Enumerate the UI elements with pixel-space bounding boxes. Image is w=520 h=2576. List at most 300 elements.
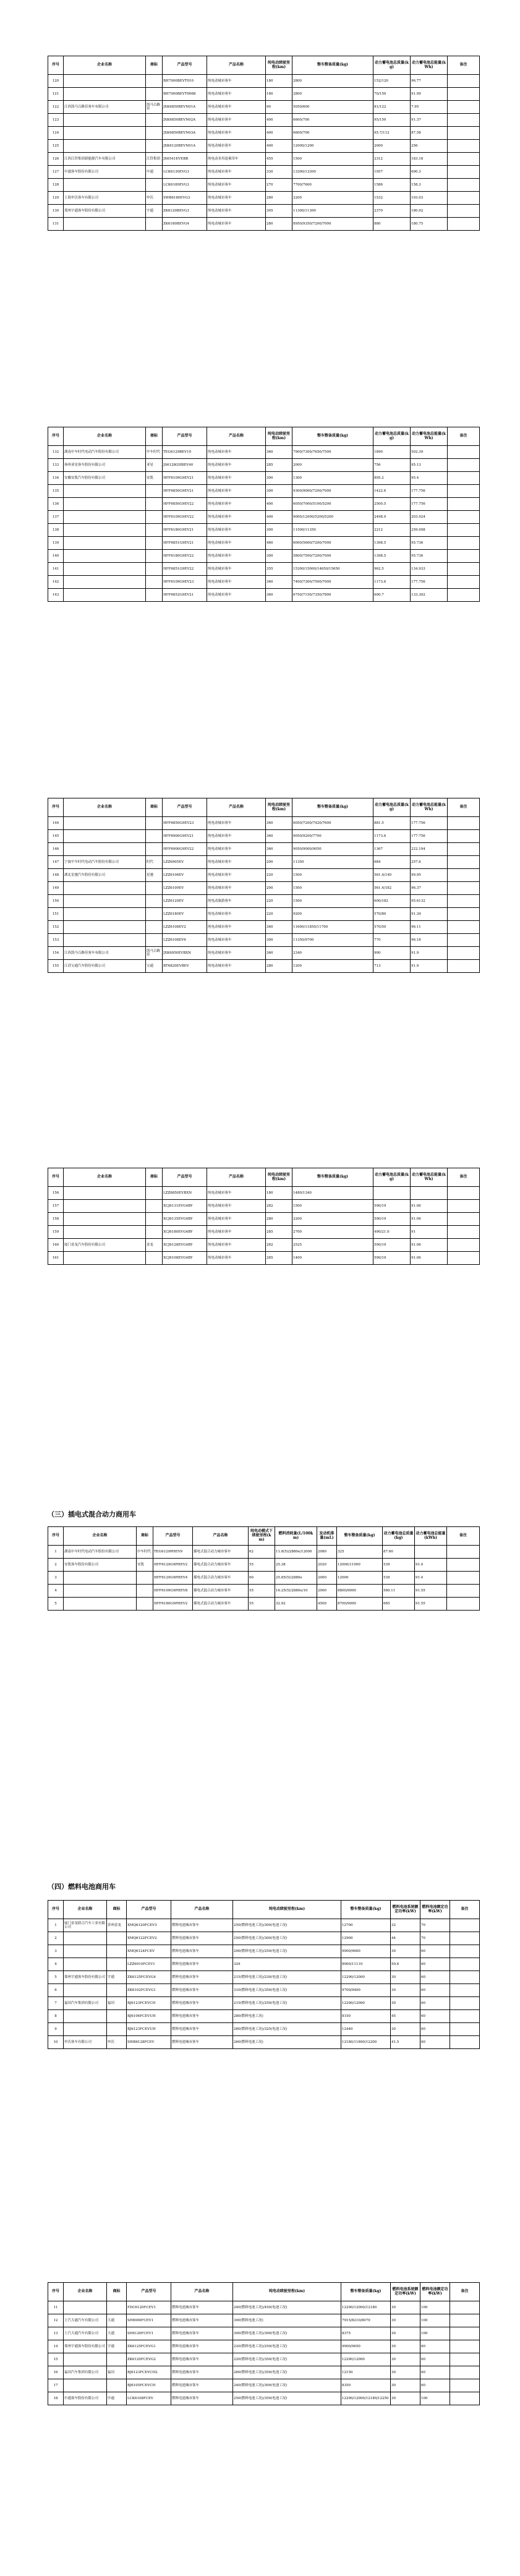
table-cell bbox=[64, 843, 146, 856]
table-cell: 6050/7200/7420/7600 bbox=[292, 817, 373, 830]
column-header: 燃料电池系统额定功率(kW) bbox=[391, 1901, 420, 1919]
table-cell bbox=[64, 498, 146, 511]
table-cell: LZZ6108EV6 bbox=[163, 934, 207, 947]
table-cell: 95.6132 bbox=[411, 895, 448, 908]
table-block-3 bbox=[48, 798, 479, 973]
table-cell bbox=[64, 1932, 107, 1945]
table-cell: 1500 bbox=[292, 882, 373, 895]
table-cell bbox=[146, 1213, 163, 1226]
table-cell: 590/19 bbox=[373, 1213, 411, 1226]
table-cell: 5 bbox=[48, 1971, 64, 1984]
table-cell: 87.60 bbox=[383, 1546, 415, 1559]
table-cell: 87.58 bbox=[411, 127, 448, 140]
table-cell: 148 bbox=[48, 869, 64, 882]
table-cell: BT6820EVBEV bbox=[163, 960, 207, 973]
table-cell: ZK6120FCEVG2 bbox=[127, 2353, 171, 2366]
table-cell: 1480/1340 bbox=[292, 1187, 373, 1200]
table-cell: BJ6123FCEVCH bbox=[127, 1997, 171, 2010]
table-cell: 11 bbox=[48, 2301, 64, 2314]
table-cell bbox=[64, 537, 146, 550]
table-cell bbox=[448, 817, 480, 830]
table-cell: 30 bbox=[391, 2366, 420, 2379]
table-cell: 燃料电池城市客车 bbox=[171, 2340, 233, 2353]
column-header: 序号 bbox=[48, 1527, 64, 1546]
table-cell: 纯电动城市客车 bbox=[207, 934, 266, 947]
table-cell bbox=[64, 511, 146, 524]
table-cell: 9050/9200/7700 bbox=[292, 830, 373, 843]
table-row bbox=[48, 2353, 480, 2366]
table-cell: LZZ6905EV bbox=[163, 856, 207, 869]
column-header: 产品型号 bbox=[163, 56, 207, 75]
table-cell: 12290/12000 bbox=[341, 1997, 391, 2010]
table-cell: 200 bbox=[266, 882, 292, 895]
table-cell: 147 bbox=[48, 856, 64, 869]
table-cell: 60 bbox=[420, 1945, 450, 1958]
table-cell: 60 bbox=[420, 2340, 450, 2353]
table-cell: 12900 bbox=[341, 1932, 391, 1945]
table-cell: 凯马百路佳 bbox=[146, 101, 163, 114]
table-cell: 1367 bbox=[373, 843, 411, 856]
table-cell bbox=[64, 2379, 107, 2392]
table-cell: 91.9 bbox=[411, 947, 448, 960]
table-row bbox=[48, 1997, 480, 2010]
table-cell bbox=[146, 1252, 163, 1265]
table-cell: 燃料电池城市客车 bbox=[171, 1997, 233, 2010]
table-cell: 纯电动城市客车 bbox=[207, 947, 266, 960]
table-cell: 329 bbox=[233, 1958, 341, 1971]
table-cell: 2000 bbox=[317, 1572, 337, 1585]
table-cell bbox=[146, 88, 163, 101]
table-cell bbox=[448, 524, 480, 537]
table-cell: 240(燃料电池工况)/300(电池工况) bbox=[233, 2379, 341, 2392]
table-cell: 70/150 bbox=[373, 88, 411, 101]
table-cell bbox=[448, 934, 480, 947]
table-cell: 11350/9700 bbox=[292, 934, 373, 947]
table-row bbox=[48, 1971, 480, 1984]
table-cell: 91.06 bbox=[411, 1200, 448, 1213]
table-cell: 1890 bbox=[373, 446, 411, 459]
column-header: 备注 bbox=[448, 56, 480, 75]
table-cell: 9050/9000/9050 bbox=[292, 843, 373, 856]
table-row bbox=[48, 127, 480, 140]
table-cell: 152/120 bbox=[373, 75, 411, 88]
table-cell: 宇通 bbox=[107, 1971, 127, 1984]
table-cell: 郑州宇通客车股份有限公司 bbox=[64, 2340, 107, 2353]
table-cell: 2000 bbox=[373, 140, 411, 153]
table-cell: 纯电动城市客车 bbox=[207, 921, 266, 934]
table-row bbox=[48, 537, 480, 550]
table-cell: 121 bbox=[48, 88, 64, 101]
table-cell: 62 bbox=[249, 1546, 275, 1559]
table-row bbox=[48, 472, 480, 485]
table-cell bbox=[448, 1213, 480, 1226]
table-cell bbox=[146, 140, 163, 153]
table-cell bbox=[448, 498, 480, 511]
table-cell: XCJ6180EVG4BY bbox=[163, 1226, 207, 1239]
column-header: 纯电动续驶里程(km) bbox=[266, 56, 292, 75]
table-cell: 134.933 bbox=[411, 563, 448, 576]
table-cell bbox=[64, 2010, 107, 2023]
table-cell: 282 bbox=[266, 1200, 292, 1213]
table-cell: BH7000BEVT0068 bbox=[163, 88, 207, 101]
table-cell: 燃料电池城市客车 bbox=[171, 1945, 233, 1958]
table-cell: 144 bbox=[48, 817, 64, 830]
table-cell bbox=[146, 1187, 163, 1200]
table-cell bbox=[64, 75, 146, 88]
table-header-row bbox=[48, 56, 480, 75]
table-cell bbox=[448, 960, 480, 973]
table-cell: 纯电动城市客车 bbox=[207, 524, 266, 537]
table-cell: 30 bbox=[391, 1945, 420, 1958]
table-cell: BH7000BEVT010 bbox=[163, 75, 207, 88]
table-cell: 燃料电池城市客车 bbox=[171, 2301, 233, 2314]
phev-bus-table bbox=[48, 1526, 480, 1611]
table-cell: JXK6850BEVN01A bbox=[163, 101, 207, 114]
table-cell bbox=[447, 1546, 480, 1559]
table-cell: 2200 bbox=[292, 192, 373, 205]
table-cell: 95.4 bbox=[411, 472, 448, 485]
table-cell: 133 bbox=[48, 459, 64, 472]
table-cell: 纯电动城市客车 bbox=[207, 869, 266, 882]
table-cell: 95.7/112 bbox=[373, 127, 411, 140]
table-header-row bbox=[48, 427, 480, 446]
table-cell bbox=[448, 537, 480, 550]
table-cell: 240(燃料电池工况)/450(电池工况) bbox=[233, 2301, 341, 2314]
table-cell: SWB6128FCEV bbox=[127, 2036, 171, 2049]
table-cell: 91.06 bbox=[411, 1213, 448, 1226]
table-cell: 96.77 bbox=[411, 75, 448, 88]
table-cell: 32 bbox=[391, 1919, 420, 1932]
column-header: 商标 bbox=[146, 56, 163, 75]
table-cell: 12180/11890/12200 bbox=[341, 2036, 391, 2049]
table-cell bbox=[64, 114, 146, 127]
table-cell bbox=[448, 830, 480, 843]
table-cell: 91.9 bbox=[411, 960, 448, 973]
table-cell: ZK6102FCEVG1 bbox=[127, 1984, 171, 1997]
table-row bbox=[48, 1239, 480, 1252]
table-cell: 燃料电池城市客车 bbox=[171, 2366, 233, 2379]
table-cell: 纯电动城市客车 bbox=[207, 1252, 266, 1265]
table-cell bbox=[64, 934, 146, 947]
table-cell: LZZ6108EV2 bbox=[163, 921, 207, 934]
table-cell: 福田 bbox=[107, 1997, 127, 2010]
table-cell: 539 bbox=[383, 1572, 415, 1585]
column-header: 动力蓄电池总能量(kWh) bbox=[411, 427, 448, 446]
table-cell: 1300 bbox=[292, 472, 373, 485]
table-cell: 2200 bbox=[292, 1213, 373, 1226]
table-cell: 120 bbox=[48, 75, 64, 88]
table-cell: 安凯 bbox=[137, 1559, 153, 1572]
table-cell bbox=[450, 1958, 480, 1971]
column-header: 企业名称 bbox=[64, 2283, 107, 2301]
table-row bbox=[48, 1226, 480, 1239]
table-row bbox=[48, 2036, 480, 2049]
table-block-5 bbox=[48, 1526, 479, 1611]
table-cell: 1586 bbox=[373, 179, 411, 192]
table-cell: 2700 bbox=[292, 1226, 373, 1239]
table-cell bbox=[146, 830, 163, 843]
table-cell: SWB6180EVG3 bbox=[163, 192, 207, 205]
table-cell bbox=[411, 1187, 448, 1200]
table-cell: 插电式混合动力城市客车 bbox=[193, 1585, 249, 1598]
table-cell: 纯电动城市客车 bbox=[207, 576, 266, 589]
table-cell: 7.95 bbox=[411, 101, 448, 114]
table-row bbox=[48, 498, 480, 511]
table-cell: 127 bbox=[48, 166, 64, 179]
table-cell: 300 bbox=[266, 485, 292, 498]
table-cell: 91.55 bbox=[415, 1598, 447, 1611]
table-cell: 570/50 bbox=[373, 921, 411, 934]
table-cell: 14 bbox=[48, 2340, 64, 2353]
table-cell: 江苏宝通汽车股份有限公司 bbox=[64, 960, 146, 973]
table-cell: 215(燃料电池工况)/250(电池工况) bbox=[233, 1997, 341, 2010]
column-header: 纯电动模式下续驶里程(km) bbox=[249, 1527, 275, 1546]
table-cell: 91.55 bbox=[415, 1585, 447, 1598]
table-cell: 上汽大通汽车有限公司 bbox=[64, 2314, 107, 2327]
table-row bbox=[48, 192, 480, 205]
table-cell: 燃料电池城市客车 bbox=[171, 1958, 233, 1971]
table-cell: HFF6852G9EV21 bbox=[163, 589, 207, 602]
table-cell: 纯电动城市客车 bbox=[207, 166, 266, 179]
column-header: 企业名称 bbox=[64, 798, 146, 817]
table-cell: 44 bbox=[391, 1932, 420, 1945]
table-cell: 355 bbox=[266, 563, 292, 576]
table-cell bbox=[64, 1945, 107, 1958]
table-cell bbox=[448, 576, 480, 589]
table-cell: 1532 bbox=[373, 192, 411, 205]
table-cell bbox=[448, 485, 480, 498]
table-cell: 2 bbox=[48, 1559, 64, 1572]
table-cell: 260(燃料电池工况) bbox=[233, 2036, 341, 2049]
table-cell bbox=[64, 817, 146, 830]
table-cell: 1173.6 bbox=[373, 576, 411, 589]
table-cell: 纯电动城市客车 bbox=[207, 179, 266, 192]
table-cell: 360 bbox=[266, 947, 292, 960]
table-cell: 纯电动城市客车 bbox=[207, 446, 266, 459]
table-cell: 30 bbox=[391, 2379, 420, 2392]
table-row bbox=[48, 114, 480, 127]
table-cell bbox=[146, 537, 163, 550]
table-cell: 50.6 bbox=[391, 1958, 420, 1971]
table-cell: 6750/7150/7350/7800 bbox=[292, 589, 373, 602]
table-cell: 纯电动城市客车 bbox=[207, 218, 266, 231]
table-cell: 60 bbox=[420, 2366, 450, 2379]
table-cell: 燃料电池城市客车 bbox=[171, 2010, 233, 2023]
table-cell bbox=[447, 1572, 480, 1585]
table-cell: 7 bbox=[48, 1997, 64, 2010]
table-cell: 256 bbox=[411, 140, 448, 153]
table-cell: 122 bbox=[48, 101, 64, 114]
table-cell bbox=[107, 2301, 127, 2314]
table-cell: 25.85(5)/2880e bbox=[275, 1572, 317, 1585]
table-cell bbox=[107, 1958, 127, 1971]
table-row bbox=[48, 1958, 480, 1971]
table-cell: 690.3 bbox=[411, 166, 448, 179]
column-header: 产品名称 bbox=[171, 2283, 233, 2301]
column-header: 纯电动续驶里程(km) bbox=[266, 1168, 292, 1187]
table-cell: 12150 bbox=[341, 2366, 391, 2379]
table-row bbox=[48, 830, 480, 843]
table-row bbox=[48, 2366, 480, 2379]
table-cell: 7915/8210/8070 bbox=[341, 2314, 391, 2327]
table-cell: 5050/600 bbox=[292, 101, 373, 114]
table-row bbox=[48, 882, 480, 895]
table-cell bbox=[107, 2353, 127, 2366]
table-cell: 158 bbox=[48, 1213, 64, 1226]
table-cell: 91.37 bbox=[411, 114, 448, 127]
column-header: 发动机排量(mL) bbox=[317, 1527, 337, 1546]
table-cell: HFF6850G9EV22 bbox=[163, 498, 207, 511]
table-cell: 160 bbox=[48, 1239, 64, 1252]
table-row bbox=[48, 2379, 480, 2392]
ev-bus-table bbox=[48, 56, 480, 231]
table-cell bbox=[448, 1226, 480, 1239]
column-header: 商标 bbox=[146, 798, 163, 817]
table-cell: 湖南中车时代电动汽车股份有限公司 bbox=[64, 446, 146, 459]
table-cell bbox=[448, 75, 480, 88]
table-cell bbox=[107, 2379, 127, 2392]
table-cell: 193.03 bbox=[411, 192, 448, 205]
table-cell: 280(燃料电池工况)/325(电池工况) bbox=[233, 2023, 341, 2036]
table-cell: 300 bbox=[266, 472, 292, 485]
table-cell: 60 bbox=[420, 2036, 450, 2049]
table-cell: 215(燃料电池工况)/230(电池工况) bbox=[233, 1971, 341, 1984]
table-block-4 bbox=[48, 1168, 479, 1265]
table-cell bbox=[146, 921, 163, 934]
table-cell: 139 bbox=[48, 537, 64, 550]
table-cell: 2 bbox=[48, 1932, 64, 1945]
table-cell: 60 bbox=[420, 1997, 450, 2010]
column-header: 产品名称 bbox=[193, 1527, 249, 1546]
table-cell: 180 bbox=[266, 75, 292, 88]
table-cell: 8350 bbox=[341, 2379, 391, 2392]
table-cell: 400 bbox=[266, 114, 292, 127]
table-cell: 燃料电池城市客车 bbox=[171, 2036, 233, 2049]
table-cell: 2800 bbox=[292, 88, 373, 101]
table-row bbox=[48, 485, 480, 498]
column-header: 产品型号 bbox=[153, 1527, 193, 1546]
table-cell bbox=[448, 856, 480, 869]
table-cell: 756 bbox=[373, 459, 411, 472]
table-cell: 142 bbox=[48, 576, 64, 589]
table-cell: 中通 bbox=[107, 2392, 127, 2405]
column-header: 序号 bbox=[48, 1168, 64, 1187]
table-cell bbox=[64, 1958, 107, 1971]
table-cell: 30 bbox=[391, 1971, 420, 1984]
table-cell bbox=[64, 895, 146, 908]
table-cell bbox=[107, 1932, 127, 1945]
table-row bbox=[48, 166, 480, 179]
table-cell: 9300/9000/7200/7000 bbox=[292, 485, 373, 498]
table-cell: 70 bbox=[420, 1919, 450, 1932]
table-cell bbox=[415, 1546, 447, 1559]
column-header: 纯电动续驶里程(km) bbox=[233, 2283, 341, 2301]
table-cell: 安凯客车股份有限公司 bbox=[64, 1559, 137, 1572]
column-header: 整车整备质量(kg) bbox=[292, 56, 373, 75]
table-cell: 1500 bbox=[292, 153, 373, 166]
table-cell: 凯马百路佳 bbox=[146, 947, 163, 960]
table-cell: 2080 bbox=[317, 1546, 337, 1559]
table-cell: 300 bbox=[266, 524, 292, 537]
table-cell: 纯电动城市客车 bbox=[207, 1239, 266, 1252]
table-row bbox=[48, 524, 480, 537]
table-cell: 燃料电池城市客车 bbox=[171, 2379, 233, 2392]
table-cell: 131 bbox=[48, 218, 64, 231]
table-cell bbox=[64, 1187, 146, 1200]
table-cell bbox=[146, 576, 163, 589]
table-cell: 1 bbox=[48, 1919, 64, 1932]
table-cell: 60 bbox=[420, 2023, 450, 2036]
table-cell: 15300/15000/14650/15650 bbox=[292, 563, 373, 576]
table-cell: 纯电动城市客车 bbox=[207, 192, 266, 205]
table-cell bbox=[146, 114, 163, 127]
table-cell bbox=[146, 498, 163, 511]
table-row bbox=[48, 1252, 480, 1265]
column-header: 动力蓄电池总能量(kWh) bbox=[411, 56, 448, 75]
table-cell bbox=[448, 472, 480, 485]
table-cell: 220 bbox=[266, 908, 292, 921]
table-cell bbox=[64, 1213, 146, 1226]
table-row bbox=[48, 75, 480, 88]
table-cell: 5 bbox=[48, 1598, 64, 1611]
table-cell: XMQ6122FCEV2 bbox=[127, 1932, 171, 1945]
table-cell: 300(燃料电池工况) bbox=[233, 2314, 341, 2327]
table-cell bbox=[107, 2010, 127, 2023]
table-cell bbox=[146, 882, 163, 895]
table-cell: 4 bbox=[48, 1958, 64, 1971]
table-cell: XCJ6108EVG4BY bbox=[163, 1252, 207, 1265]
table-cell: 150 bbox=[48, 895, 64, 908]
table-row bbox=[48, 843, 480, 856]
table-cell bbox=[450, 2392, 480, 2405]
table-cell bbox=[448, 908, 480, 921]
table-cell: 江西凯马百路佳客车有限公司 bbox=[64, 101, 146, 114]
table-cell bbox=[146, 1200, 163, 1213]
table-cell: 124 bbox=[48, 127, 64, 140]
table-cell bbox=[448, 947, 480, 960]
table-cell bbox=[448, 563, 480, 576]
table-cell: 177.756 bbox=[411, 576, 448, 589]
table-cell: 6 bbox=[48, 1984, 64, 1997]
table-cell: 1 bbox=[48, 1546, 64, 1559]
column-header: 动力蓄电池总质量(kg) bbox=[373, 427, 411, 446]
table-row bbox=[48, 817, 480, 830]
table-cell: 141 bbox=[48, 563, 64, 576]
table-cell: 70 bbox=[420, 1932, 450, 1945]
table-cell: 180 bbox=[266, 88, 292, 101]
table-cell bbox=[137, 1585, 153, 1598]
table-row bbox=[48, 511, 480, 524]
table-cell: 1500 bbox=[292, 895, 373, 908]
table-row bbox=[48, 2392, 480, 2405]
table-cell bbox=[64, 589, 146, 602]
table-cell: JXK6950EVBXN bbox=[163, 947, 207, 960]
table-cell: 6050/7000/5100/5200 bbox=[292, 498, 373, 511]
table-cell bbox=[450, 2340, 480, 2353]
table-cell: 纯电动城市客车 bbox=[207, 1226, 266, 1239]
table-cell: 222.194 bbox=[411, 843, 448, 856]
ev-bus-table bbox=[48, 427, 480, 602]
table-cell: 安凯 bbox=[146, 472, 163, 485]
table-cell: 1957 bbox=[373, 166, 411, 179]
table-cell: 2020 bbox=[317, 1559, 337, 1572]
table-cell bbox=[450, 2353, 480, 2366]
table-cell: 60 bbox=[420, 2010, 450, 2023]
table-cell: 4 bbox=[48, 1585, 64, 1598]
table-cell: 180.02 bbox=[411, 205, 448, 218]
column-header: 燃料消耗量(L/100km) bbox=[275, 1527, 317, 1546]
table-cell: 9000/12000/5200/5200 bbox=[292, 511, 373, 524]
